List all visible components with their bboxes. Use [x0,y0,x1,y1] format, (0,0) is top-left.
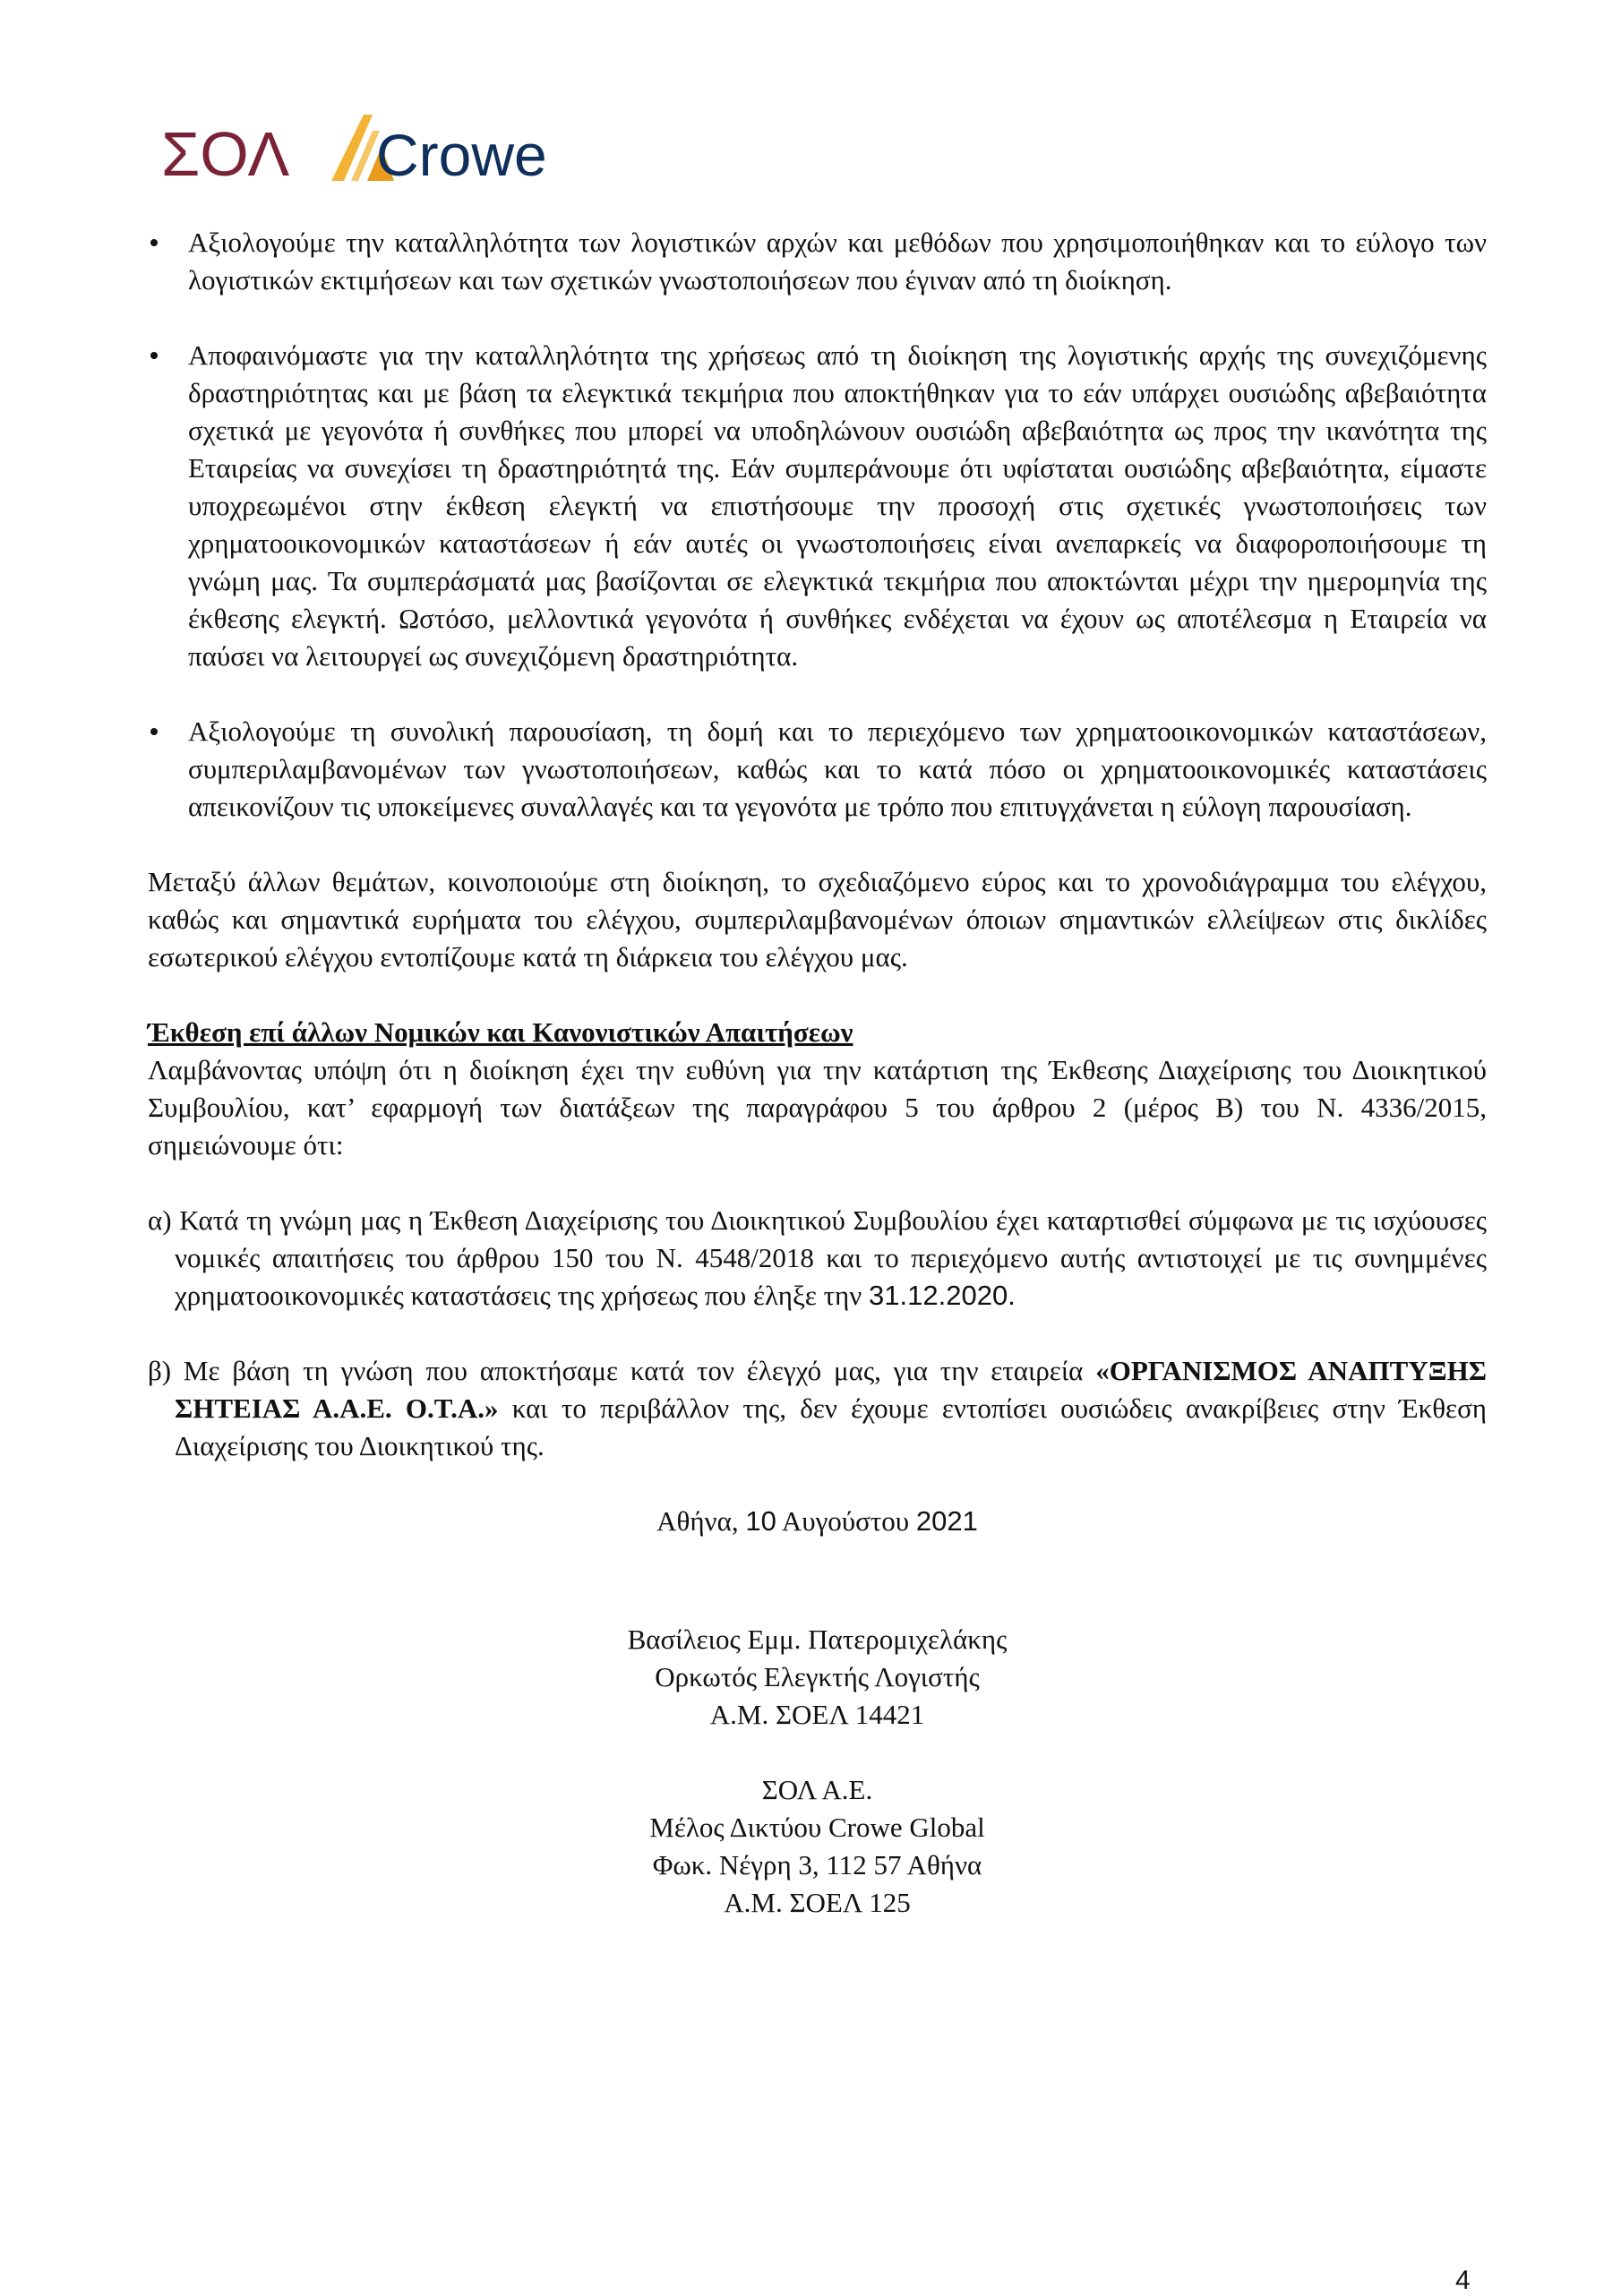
item-a [148,1202,1487,1315]
firm-member: Μέλος Δικτύου Crowe Global [649,1812,985,1843]
place-date-day: 10 [745,1505,776,1537]
firm-address: Φωκ. Νέγρη 3, 112 57 Αθήνα [652,1849,982,1880]
item-a-date: 31.12.2020. [869,1280,1016,1311]
signatory-block [148,1621,1487,1734]
logo-crowe-text: Crowe [376,122,547,188]
signatory-name: Βασίλειος Εμμ. Πατερομιχελάκης [627,1623,1008,1655]
place-date [148,1503,1487,1540]
company-name: «ΟΡΓΑΝΙΣΜΟΣ ΑΝΑΠΤΥΞΗΣ ΣΗΤΕΙΑΣ Α.Α.Ε. Ο.Τ.Α.» [175,1355,1488,1424]
section-heading: Έκθεση επί άλλων Νομικών και Κανονιστικών Απαιτήσεων [148,1016,853,1048]
firm-block [148,1771,1487,1922]
page-number: 4 [1455,2266,1471,2295]
item-b [148,1352,1487,1465]
communication-paragraph: Μεταξύ άλλων θεμάτων, κοινοποιούμε στη διοίκηση, το σχεδιαζόμενο εύρος και το χρονοδιάγραμμα του ελέγχου, καθώς και σημαντικά ευρήματα του ελέγχου, συμπεριλαμβανομένων όποιων σημαντικών ελλείψεων στις δικλίδες εσωτερικού ελέγχου εντοπίζουμε κατά τη διάρκεια του ελέγχου μας. [148,866,1487,972]
document-body [148,224,1487,1922]
firm-name: ΣΟΛ Α.Ε. [761,1774,873,1805]
signatory-title: Ορκωτός Ελεγκτής Λογιστής [655,1661,980,1692]
item-b-before: β) Με βάση τη γνώση που αποκτήσαμε κατά τον έλεγχό μας, για την εταιρεία [148,1355,1084,1386]
place-date-prefix: Αθήνα, [656,1505,739,1537]
bullet-item: Αξιολογούμε τη συνολική παρουσίαση, τη δομή και το περιεχόμενο των χρηματοοικονομικών καταστάσεων, συμπεριλαμβανομένων των γνωστοποιήσεων, καθώς και το κατά πόσο οι χρηματοοικονομικές καταστάσεις απεικονίζουν τις υποκείμενες συναλλαγές και τα γεγονότα με τρόπο που επιτυγχάνεται η εύλογη παρουσίαση. [148,713,1487,826]
item-a-text: α) Κατά τη γνώμη μας η Έκθεση Διαχείρισης του Διοικητικού Συμβουλίου έχει καταρτισθεί σύμφωνα με τις ισχύουσες νομικές απαιτήσεις του άρθρου 150 του Ν. 4548/2018 και το περιεχόμενο αυτής αντιστοιχεί με τις συνημμένες χρηματοοικονομικές καταστάσεις της χρήσεως που έληξε την [148,1204,1487,1311]
item-b-after: και το περιβάλλον της, δεν έχουμε εντοπίσει ουσιώδεις ανακρίβειες στην Έκθεση Διαχείρισης του Διοικητικού της. [175,1392,1487,1461]
section-intro: Λαμβάνοντας υπόψη ότι η διοίκηση έχει την ευθύνη για την κατάρτιση της Έκθεσης Διαχείρισης του Διοικητικού Συμβουλίου, κατ’ εφαρμογή των διατάξεων της παραγράφου 5 του άρθρου 2 (μέρος Β) του Ν. 4336/2015, σημειώνουμε ότι: [148,1054,1487,1161]
logo-sol-text: ΣΟΛ [161,119,290,189]
place-date-month: Αυγούστου [781,1505,910,1537]
bullet-item: Αξιολογούμε την καταλληλότητα των λογιστικών αρχών και μεθόδων που χρησιμοποιήθηκαν και το εύλογο των λογιστικών εκτιμήσεων και των σχετικών γνωστοποιήσεων που έγιναν από τη διοίκηση. [148,224,1487,299]
company-logo [161,106,573,195]
bullet-item: Αποφαινόμαστε για την καταλληλότητα της χρήσεως από τη διοίκηση της λογιστικής αρχής της συνεχιζόμενης δραστηριότητας και με βάση τα ελεγκτικά τεκμήρια που αποκτήθηκαν για το εάν υπάρχει ουσιώδης αβεβαιότητα σχετικά με γεγονότα ή συνθήκες που μπορεί να υποδηλώνουν ουσιώδη αβεβαιότητα ως προς την ικανότητα της Εταιρείας να συνεχίσει τη δραστηριότητά της. Εάν συμπεράνουμε ότι υφίσταται ουσιώδης αβεβαιότητα, είμαστε υποχρεωμένοι στην έκθεση ελεγκτή να επιστήσουμε την προσοχή στις σχετικές γνωστοποιήσεις των χρηματοοικονομικών καταστάσεων ή εάν αυτές οι γνωστοποιήσεις είναι ανεπαρκείς να διαφοροποιήσουμε τη γνώμη μας. Τα συμπεράσματά μας βασίζονται σε ελεγκτικά τεκμήρια που αποκτώνται μέχρι την ημερομηνία της έκθεσης ελεγκτή. Ωστόσο, μελλοντικά γεγονότα ή συνθήκες ενδέχεται να έχουν ως αποτέλεσμα η Εταιρεία να παύσει να λειτουργεί ως συνεχιζόμενη δραστηριότητα. [148,337,1487,675]
signatory-registration: Α.Μ. ΣΟΕΛ 14421 [709,1699,925,1730]
place-date-year: 2021 [915,1505,978,1537]
firm-registration: Α.Μ. ΣΟΕΛ 125 [724,1887,911,1918]
